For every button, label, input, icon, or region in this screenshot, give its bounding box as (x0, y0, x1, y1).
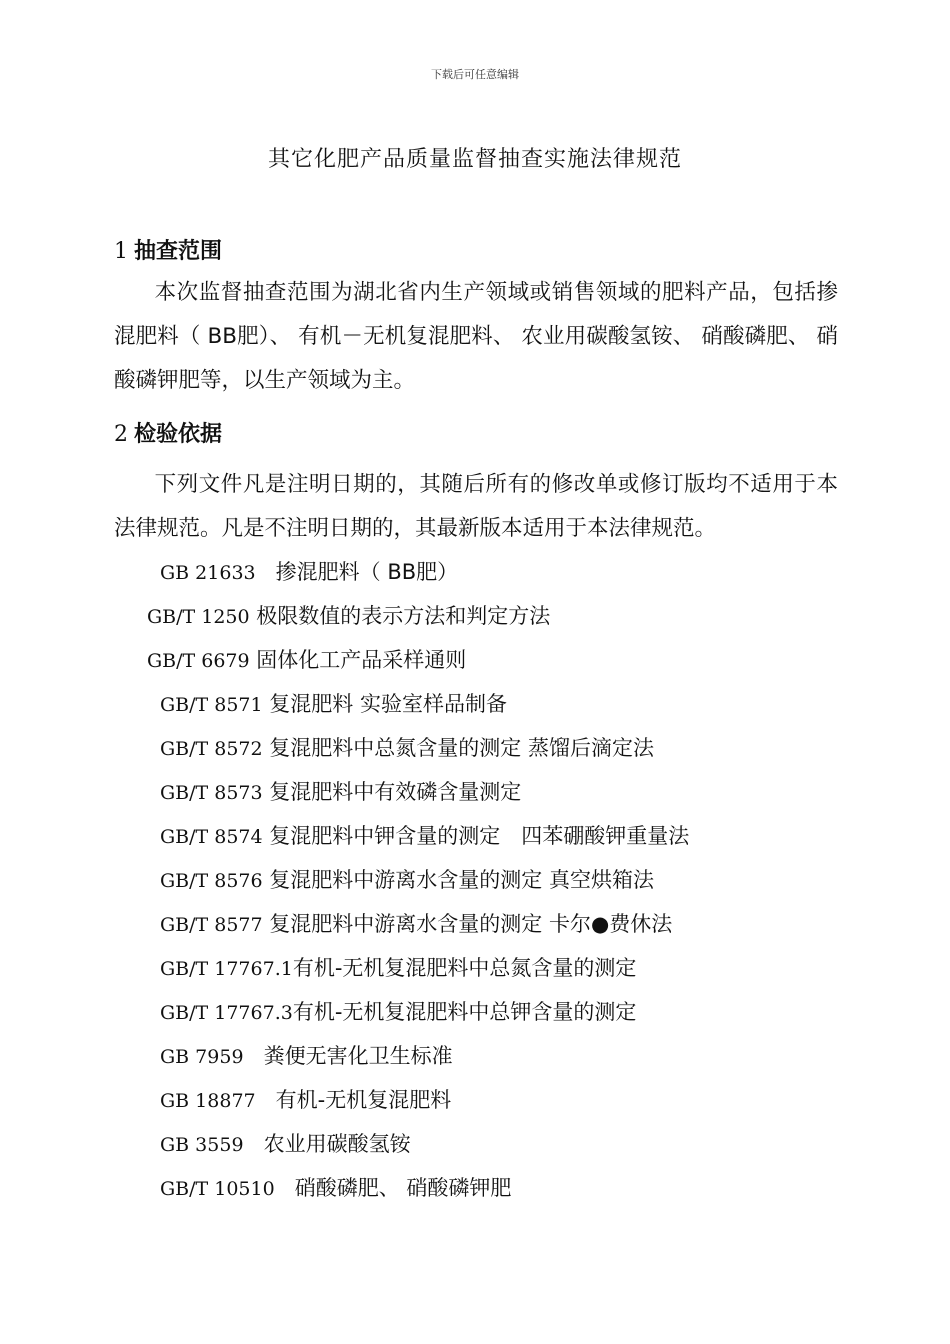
standard-name: 复混肥料中游离水含量的测定 真空烘箱法 (269, 868, 654, 892)
standard-name: 复混肥料中有效磷含量测定 (269, 780, 522, 804)
document-title: 其它化肥产品质量监督抽查实施法律规范 (267, 147, 682, 172)
standard-code: GB/T 17767.3 (160, 1002, 293, 1024)
standard-item (0, 594, 950, 638)
standard-item (0, 858, 950, 902)
standard-item (0, 770, 950, 814)
section-1-text: 本次监督抽查范围为湖北省内生产领域或销售领域的肥料产品，包括掺混肥料（ BB肥）、 有机－无机复混肥料、 农业用碳酸氢铵、 硝酸磷肥、 硝酸磷钾肥等，以生产领域为主。 (114, 280, 838, 393)
standard-code: GB/T 8571 (160, 694, 263, 716)
section-2-title: 检验依据 (134, 422, 223, 447)
standard-name: 固体化工产品采样通则 (256, 648, 467, 672)
section-1-paragraph (114, 271, 838, 403)
standard-code: GB/T 8574 (160, 826, 263, 848)
standard-name: 复混肥料中游离水含量的测定 卡尔●费休法 (269, 912, 673, 936)
standard-item (0, 946, 950, 990)
standard-name: 复混肥料 实验室样品制备 (269, 692, 507, 716)
standard-item (0, 814, 950, 858)
standard-item (0, 682, 950, 726)
standard-code: GB/T 8577 (160, 914, 263, 936)
standard-code: GB/T 10510 (160, 1178, 275, 1200)
standard-code: GB 7959 (160, 1046, 244, 1068)
standard-name: 有机-无机复混肥料中总氮含量的测定 (292, 956, 637, 980)
standard-item (0, 902, 950, 946)
standard-code: GB/T 8572 (160, 738, 263, 760)
standard-name: 有机-无机复混肥料 (275, 1088, 452, 1112)
standard-name: 硝酸磷肥、 硝酸磷钾肥 (294, 1176, 512, 1200)
standard-name: 极限数值的表示方法和判定方法 (256, 604, 551, 628)
section-2-heading (114, 417, 222, 448)
standard-code: GB 3559 (160, 1134, 244, 1156)
standard-name: 复混肥料中总氮含量的测定 蒸馏后滴定法 (269, 736, 654, 760)
section-2-number: 2 (114, 422, 128, 447)
standard-code: GB/T 17767.1 (160, 958, 293, 980)
standard-item (0, 990, 950, 1034)
standard-code: GB/T 8573 (160, 782, 263, 804)
standard-item (0, 1166, 950, 1210)
standard-name: 有机-无机复混肥料中总钾含量的测定 (292, 1000, 637, 1024)
section-1-title: 抽查范围 (134, 239, 223, 264)
section-2-paragraph (114, 463, 838, 551)
standard-item (0, 550, 950, 594)
standard-item (0, 1078, 950, 1122)
standard-name: 复混肥料中钾含量的测定 四苯硼酸钾重量法 (269, 824, 690, 848)
standard-item (0, 1034, 950, 1078)
standard-name: 掺混肥料（ BB肥） (275, 560, 459, 584)
standard-code: GB/T 1250 (147, 606, 250, 628)
section-1-heading (114, 234, 222, 265)
standards-list (0, 550, 950, 1210)
standard-code: GB/T 8576 (160, 870, 263, 892)
standard-code: GB 21633 (160, 562, 256, 584)
standard-name: 农业用碳酸氢铵 (263, 1132, 411, 1156)
section-1-number: 1 (114, 239, 128, 264)
standard-item (0, 1122, 950, 1166)
standard-item (0, 638, 950, 682)
standard-code: GB/T 6679 (147, 650, 250, 672)
section-2-text: 下列文件凡是注明日期的，其随后所有的修改单或修订版均不适用于本法律规范。凡是不注明日期的，其最新版本适用于本法律规范。 (114, 472, 838, 541)
standard-item (0, 726, 950, 770)
standard-code: GB 18877 (160, 1090, 256, 1112)
standard-name: 粪便无害化卫生标准 (263, 1044, 453, 1068)
header-note: 下载后可任意编辑 (431, 68, 519, 81)
